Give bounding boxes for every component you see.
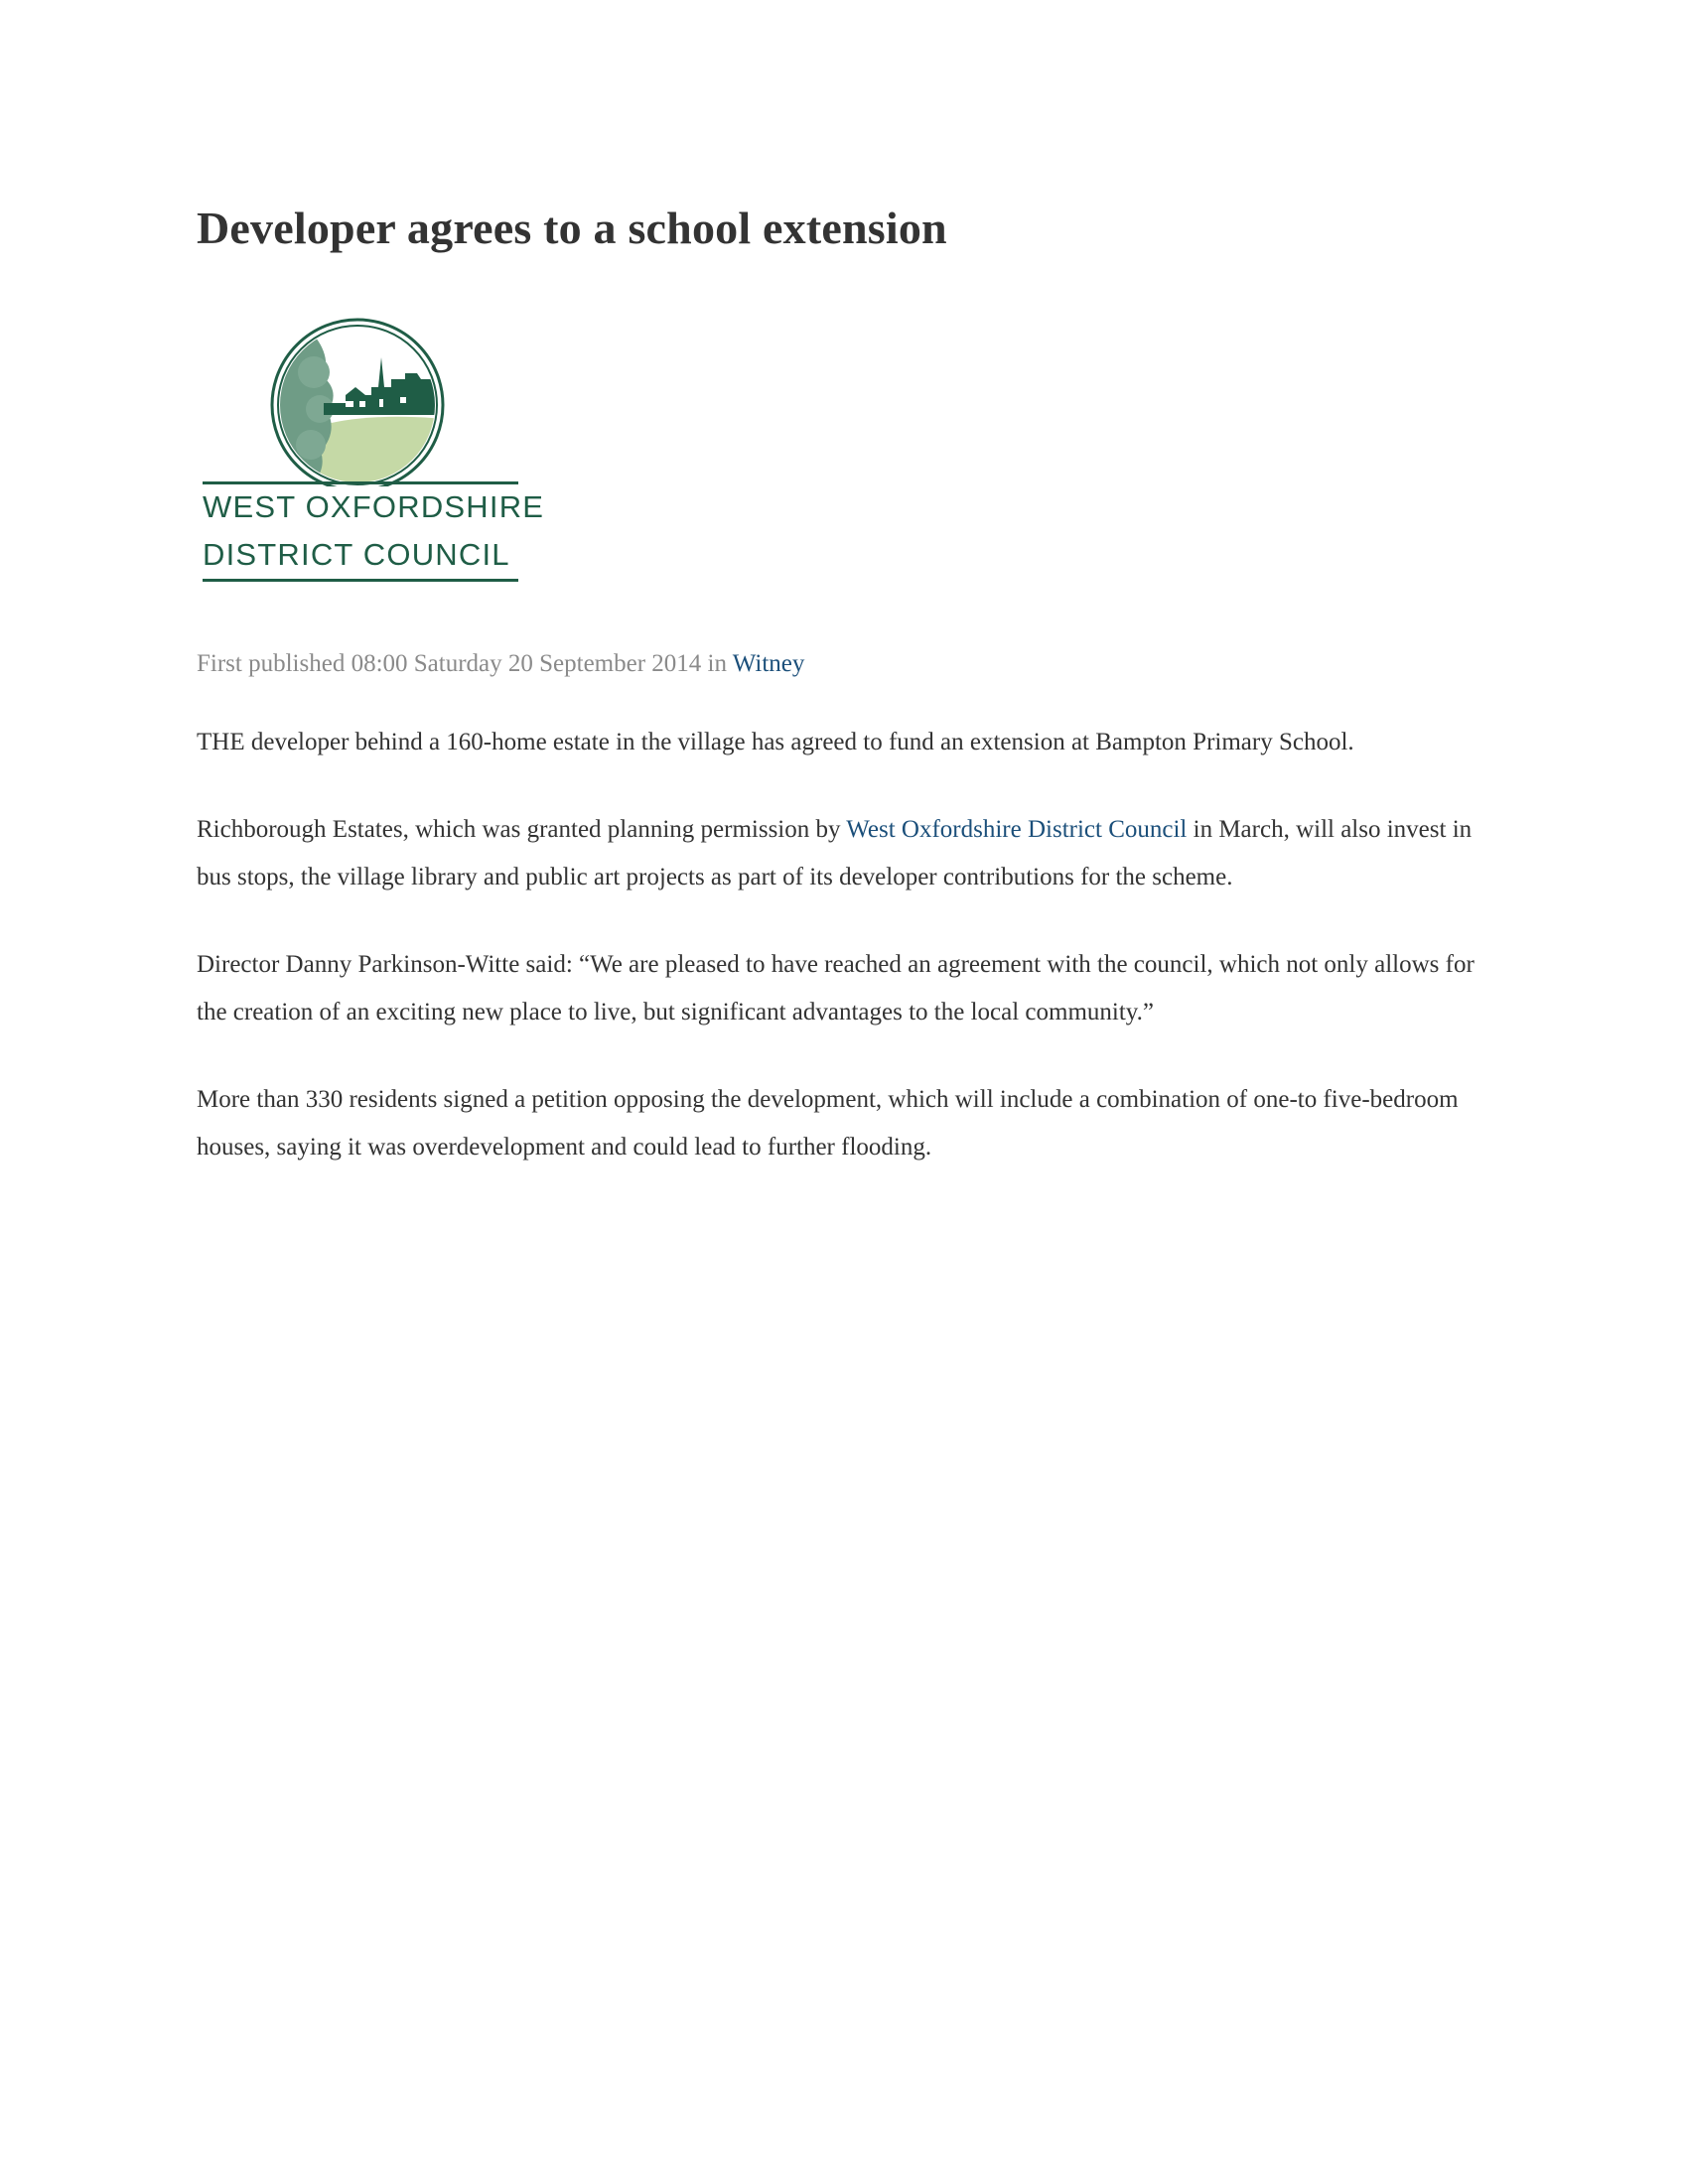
publish-byline [197,647,1497,681]
article-body [197,719,1497,1171]
village-roundel-icon [197,318,524,486]
paragraph-2-end: in March, will also invest in bus stops, the village library and public art projects as part of its developer contributions for the scheme. [197,816,1473,890]
logo-rule-top [203,481,518,484]
paragraph-3: Director Danny Parkinson-Witte said: “We are pleased to have reached an agreement with the council, which not only allows for the creation of an exciting new place to live, but significant advantages to the local community.” [197,951,1475,1025]
paragraph-2 [197,806,1497,901]
council-link[interactable]: West Oxfordshire District Council [846,816,1188,843]
article-headline: Developer agrees to a school extension [197,203,947,253]
paragraph-1: THE developer behind a 160-home estate in the village has agreed to fund an extension at Bampton Primary School. [197,729,1354,755]
logo-line-2: DISTRICT COUNCIL [203,537,510,572]
logo-rule-bottom [203,579,518,582]
logo-line-1: WEST OXFORDSHIRE [203,489,545,524]
byline-place-link[interactable]: Witney [732,650,805,677]
article-page [197,197,1497,1171]
council-logo [197,318,545,592]
paragraph-2-start: Richborough Estates, which was granted planning permission by [197,816,847,843]
paragraph-4: More than 330 residents signed a petition opposing the development, which will include a combination of one-to five-bedroom houses, saying it was overdevelopment and could lead to further flooding. [197,1086,1459,1160]
byline-date: First published 08:00 Saturday 20 September 2014 in [197,650,733,677]
